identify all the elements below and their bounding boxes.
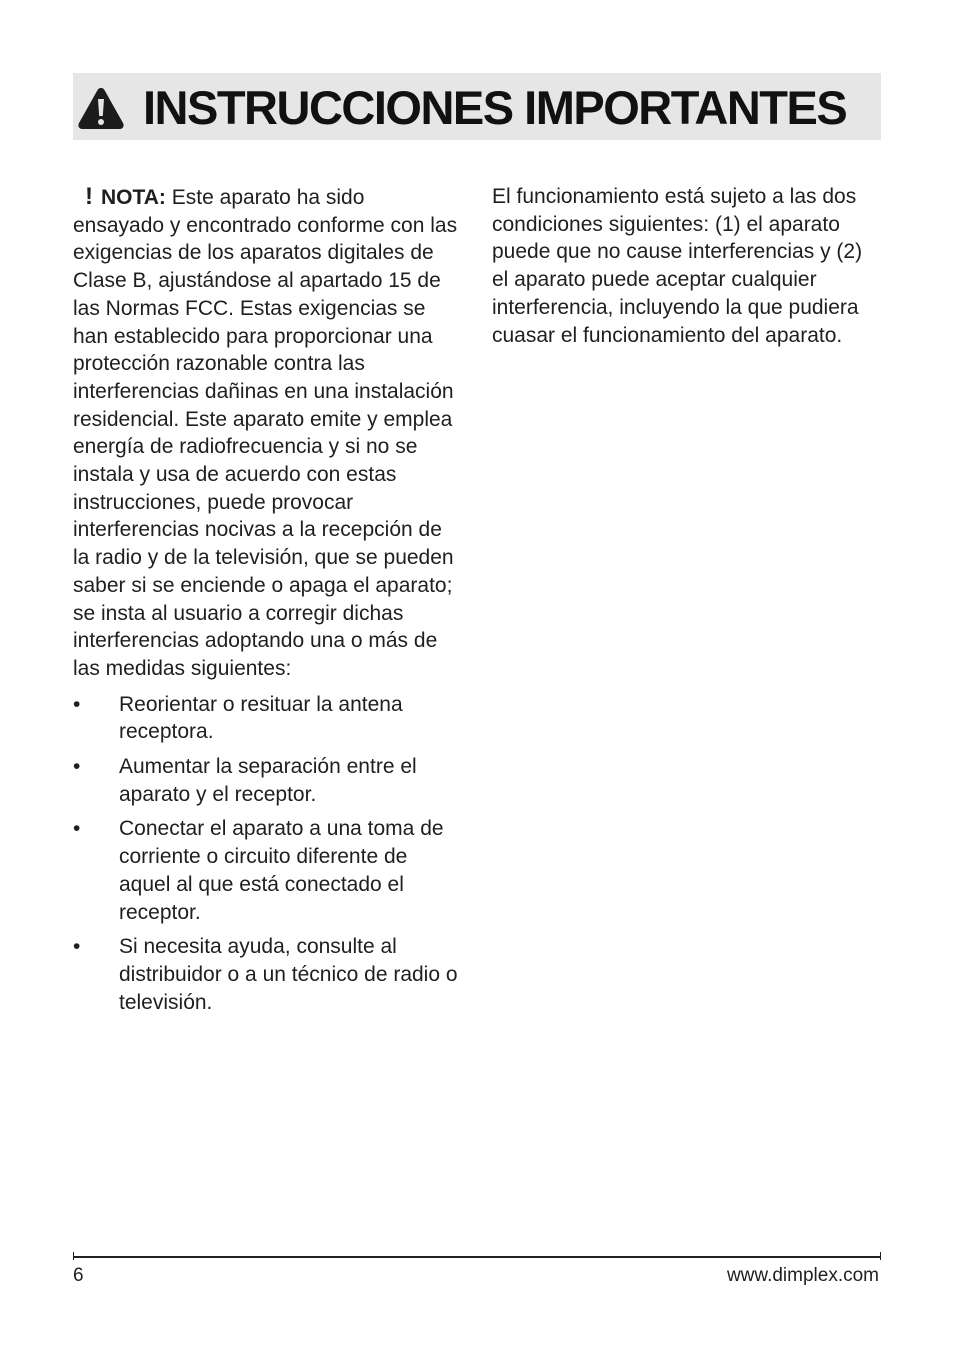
list-item <box>73 753 461 808</box>
measures-list <box>73 691 461 1017</box>
note-label: NOTA: <box>101 186 166 209</box>
note-paragraph <box>73 183 461 683</box>
right-column <box>492 183 880 349</box>
bullet-icon: • <box>73 817 81 841</box>
page-number: 6 <box>73 1265 84 1286</box>
conditions-paragraph: El funcionamiento está sujeto a las dos condiciones siguientes: (1) el aparato puede que no cause interferencias y (2) el aparato puede aceptar cualquier interferencia, incluyendo la que pudiera cuasar el funcionamiento del aparato. <box>492 185 863 347</box>
left-column <box>73 183 461 1023</box>
list-item-text: Reorientar o resituar la antena receptora. <box>119 692 403 744</box>
footer-divider <box>73 1256 881 1258</box>
note-exclamation-icon: ! <box>85 183 93 210</box>
footer-divider-tick-left <box>73 1252 74 1260</box>
bullet-icon: • <box>73 692 81 716</box>
bullet-icon: • <box>73 935 81 959</box>
list-item-text: Conectar el aparato a una toma de corriente o circuito diferente de aquel al que está conectado el receptor. <box>119 817 444 924</box>
warning-triangle-icon <box>77 85 125 131</box>
footer-divider-tick-right <box>880 1252 881 1260</box>
list-item <box>73 691 461 746</box>
bullet-icon: • <box>73 755 81 779</box>
list-item-text: Aumentar la separación entre el aparato y el receptor. <box>119 755 417 806</box>
list-item-text: Si necesita ayuda, consulte al distribuidor o a un técnico de radio o televisión. <box>119 935 458 1014</box>
list-item <box>73 815 461 926</box>
note-text: Este aparato ha sido ensayado y encontrado conforme con las exigencias de los aparatos digitales de Clase B, ajustándose al apartado 15 de las Normas FCC. Estas exigencias se han establecido para proporcionar una protección razonable contra las interferencias dañinas en una instalación residencial. Este aparato emite y emplea energía de radiofrecuencia y si no se instala y usa de acuerdo con estas instrucciones, puede provocar interferencias nocivas a la recepción de la radio y de la televisión, que se pueden saber si se enciende o apaga el aparato; se insta al usuario a corregir dichas interferencias adoptando una o más de las medidas siguientes: <box>73 186 458 680</box>
title-banner <box>73 73 881 140</box>
page-title: INSTRUCCIONES IMPORTANTES <box>143 81 847 134</box>
list-item <box>73 933 461 1016</box>
footer-url: www.dimplex.com <box>726 1265 879 1286</box>
